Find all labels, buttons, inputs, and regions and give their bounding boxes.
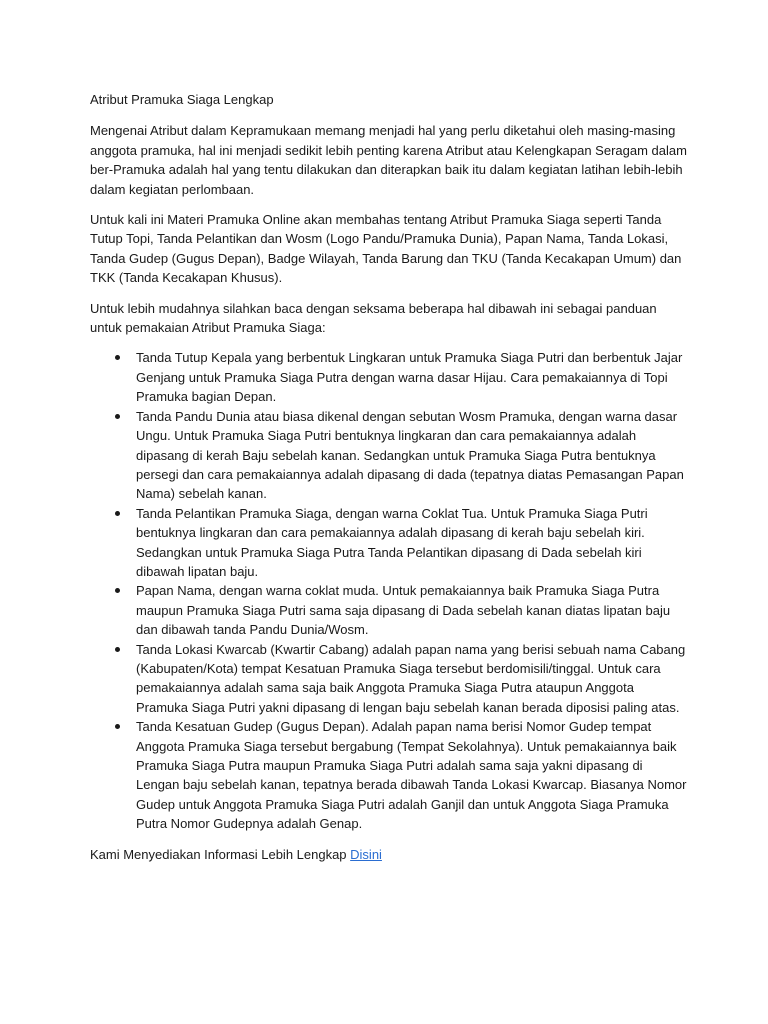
paragraph-guide: Untuk lebih mudahnya silahkan baca dengan seksama beberapa hal dibawah ini sebagai panduan untuk pemakaian Atribut Pramuka Siaga:: [90, 300, 657, 336]
footer-text: Kami Menyediakan Informasi Lebih Lengkap: [90, 846, 351, 862]
attribute-list: [90, 348, 688, 833]
list-item-text: Tanda Pelantikan Pramuka Siaga, dengan warna Coklat Tua. Untuk Pramuka Siaga Putri bentuknya lingkaran dan cara pemakaiannya adalah dipasang di kerah baju sebelah kiri. Sedangkan untuk Pramuka Siaga Putra Tanda Pelantikan dipasang di Dada sebelah kiri dibawah lipatan baju.: [136, 505, 648, 579]
paragraph-intro: Mengenai Atribut dalam Kepramukaan memang menjadi hal yang perlu diketahui oleh masing-masing anggota pramuka, hal ini menjadi sedikit lebih penting karena Atribut atau Kelengkapan Seragam dalam ber-Pramuka adalah hal yang tentu dilakukan dan diterapkan baik itu dalam kegiatan latihan lebih-lebih dalam kegiatan perlombaan.: [90, 123, 687, 197]
list-item-text: Tanda Kesatuan Gudep (Gugus Depan). Adalah papan nama berisi Nomor Gudep tempat Anggota Pramuka Siaga tersebut bergabung (Tempat Sekolahnya). Untuk pemakaiannya baik Pramuka Siaga Putra maupun Pramuka Siaga Putri adalah sama saja yakni dipasang di Lengan baju sebelah kanan, tepatnya berada dibawah Tanda Lokasi Kwarcap. Biasanya Nomor Gudep untuk Anggota Pramuka Siaga Putri adalah Ganjil dan untuk Anggota Siaga Pramuka Putra Nomor Gudepnya adalah Genap.: [136, 719, 687, 832]
list-item-text: Tanda Pandu Dunia atau biasa dikenal dengan sebutan Wosm Pramuka, dengan warna dasar Ungu. Untuk Pramuka Siaga Putri bentuknya lingkaran dan cara pemakaiannya adalah dipasang di kerah Baju sebelah kanan. Sedangkan untuk Pramuka Siaga Putra bentuknya persegi dan cara pemakaiannya adalah dipasang di dada (tepatnya diatas Pemasangan Papan Nama) sebelah kanan.: [136, 408, 684, 502]
list-item: [90, 717, 688, 833]
document-title: Atribut Pramuka Siaga Lengkap: [90, 92, 274, 107]
footer-line: [90, 845, 688, 864]
bullet-icon: [115, 355, 120, 360]
bullet-icon: [115, 588, 120, 593]
list-item-text: Tanda Lokasi Kwarcab (Kwartir Cabang) adalah papan nama yang berisi sebuah nama Cabang (Kabupaten/Kota) tempat Kesatuan Pramuka Siaga tersebut berdomisili/tinggal. Untuk cara pemakaiannya adalah sama saja baik Anggota Pramuka Siaga Putra ataupun Anggota Pramuka Siaga Putri yakni dipasang di lengan baju sebelah kanan berada diposisi paling atas.: [136, 641, 686, 715]
list-item: [90, 348, 688, 406]
paragraph-topics: Untuk kali ini Materi Pramuka Online akan membahas tentang Atribut Pramuka Siaga seperti Tanda Tutup Topi, Tanda Pelantikan dan Wosm (Logo Pandu/Pramuka Dunia), Papan Nama, Tanda Lokasi, Tanda Gudep (Gugus Depan), Badge Wilayah, Tanda Barung dan TKU (Tanda Kecakapan Umum) dan TKK (Tanda Kecakapan Khusus).: [90, 212, 682, 286]
bullet-icon: [115, 724, 120, 729]
bullet-icon: [115, 511, 120, 516]
list-item-text: Tanda Tutup Kepala yang berbentuk Lingkaran untuk Pramuka Siaga Putri dan berbentuk Jajar Genjang untuk Pramuka Siaga Putra dengan warna dasar Hijau. Cara pemakaiannya di Topi Pramuka bagian Depan.: [136, 350, 683, 405]
list-item: [90, 640, 688, 718]
bullet-icon: [115, 414, 120, 419]
list-item: [90, 504, 688, 582]
list-item-text: Papan Nama, dengan warna coklat muda. Untuk pemakaiannya baik Pramuka Siaga Putra maupun Pramuka Siaga Putri sama saja dipasang di Dada sebelah kanan diatas lipatan baju dan dibawah tanda Pandu Dunia/Wosm.: [136, 583, 671, 638]
more-info-link[interactable]: Disini: [350, 846, 382, 862]
list-item: [90, 581, 688, 639]
list-item: [90, 407, 688, 504]
bullet-icon: [115, 647, 120, 652]
